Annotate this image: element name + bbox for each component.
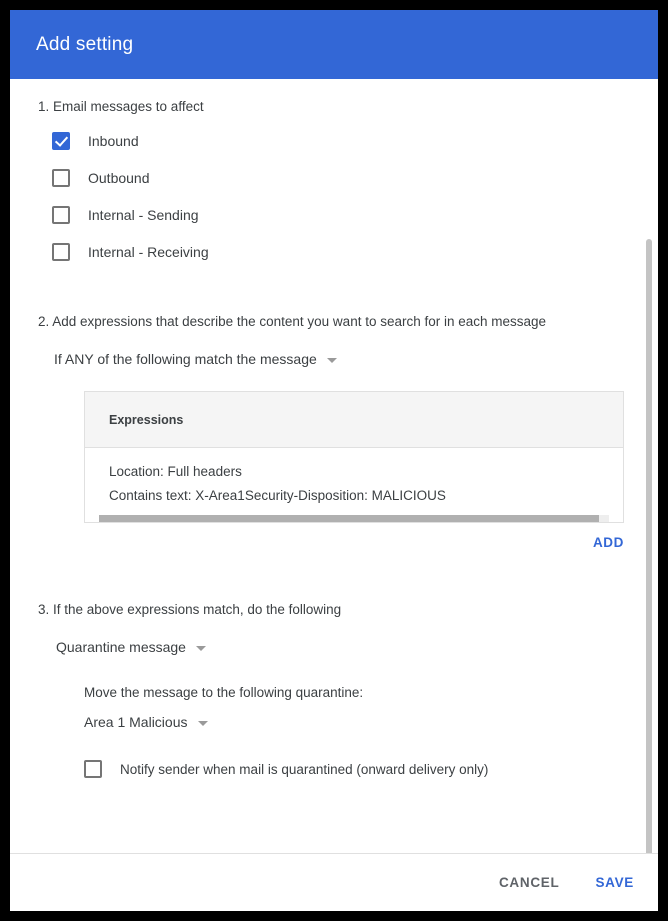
section-3-heading: 3. If the above expressions match, do the following xyxy=(38,602,342,617)
dialog-header xyxy=(10,10,658,79)
checkbox-internal-sending[interactable] xyxy=(52,206,70,224)
checkbox-outbound[interactable] xyxy=(52,169,70,187)
section-1-heading: 1. Email messages to affect xyxy=(38,99,204,114)
checkbox-label-internal-sending: Internal - Sending xyxy=(88,206,199,223)
checkbox-row-notify-sender[interactable] xyxy=(84,760,630,778)
add-setting-dialog xyxy=(10,10,658,911)
quarantine-dropdown-value: Area 1 Malicious xyxy=(84,714,188,730)
chevron-down-icon xyxy=(198,721,208,726)
checkbox-label-inbound: Inbound xyxy=(88,132,139,149)
table-row[interactable]: Location: Full headers xyxy=(109,464,242,479)
checkbox-label-notify-sender: Notify sender when mail is quarantined (onward delivery only) xyxy=(120,761,489,777)
quarantine-dropdown[interactable] xyxy=(84,714,208,730)
checkbox-row-inbound[interactable] xyxy=(38,122,630,159)
save-button[interactable]: SAVE xyxy=(595,875,634,890)
action-dropdown[interactable] xyxy=(56,639,206,655)
horizontal-scrollbar[interactable] xyxy=(99,515,609,522)
cancel-button[interactable]: CANCEL xyxy=(498,875,560,890)
dialog-footer xyxy=(10,853,658,911)
vertical-scrollbar-thumb[interactable] xyxy=(646,239,652,853)
expressions-table-body xyxy=(85,448,623,512)
quarantine-destination-label: Move the message to the following quarantine: xyxy=(84,685,364,700)
chevron-down-icon xyxy=(196,646,206,651)
checkbox-row-outbound[interactable] xyxy=(38,159,630,196)
table-row[interactable]: Contains text: X-Area1Security-Disposition: MALICIOUS xyxy=(109,488,446,503)
section-2-heading: 2. Add expressions that describe the content you want to search for in each message xyxy=(38,314,547,329)
checkbox-label-outbound: Outbound xyxy=(88,169,150,186)
expressions-table-header: Expressions xyxy=(85,392,623,448)
match-type-dropdown[interactable] xyxy=(54,351,337,367)
dialog-title: Add setting xyxy=(36,33,134,55)
add-expression-button[interactable]: ADD xyxy=(592,535,624,550)
horizontal-scrollbar-thumb[interactable] xyxy=(99,515,599,522)
expressions-table xyxy=(84,391,624,523)
checkbox-internal-receiving[interactable] xyxy=(52,243,70,261)
checkbox-notify-sender[interactable] xyxy=(84,760,102,778)
checkbox-row-internal-sending[interactable] xyxy=(38,196,630,233)
vertical-scrollbar[interactable] xyxy=(649,79,655,853)
dialog-body xyxy=(10,79,658,853)
checkbox-label-internal-receiving: Internal - Receiving xyxy=(88,243,209,260)
action-dropdown-value: Quarantine message xyxy=(56,639,186,655)
add-expression-row xyxy=(38,535,624,550)
match-type-value: If ANY of the following match the message xyxy=(54,351,317,367)
checkbox-inbound[interactable] xyxy=(52,132,70,150)
checkbox-row-internal-receiving[interactable] xyxy=(38,233,630,270)
chevron-down-icon xyxy=(327,358,337,363)
